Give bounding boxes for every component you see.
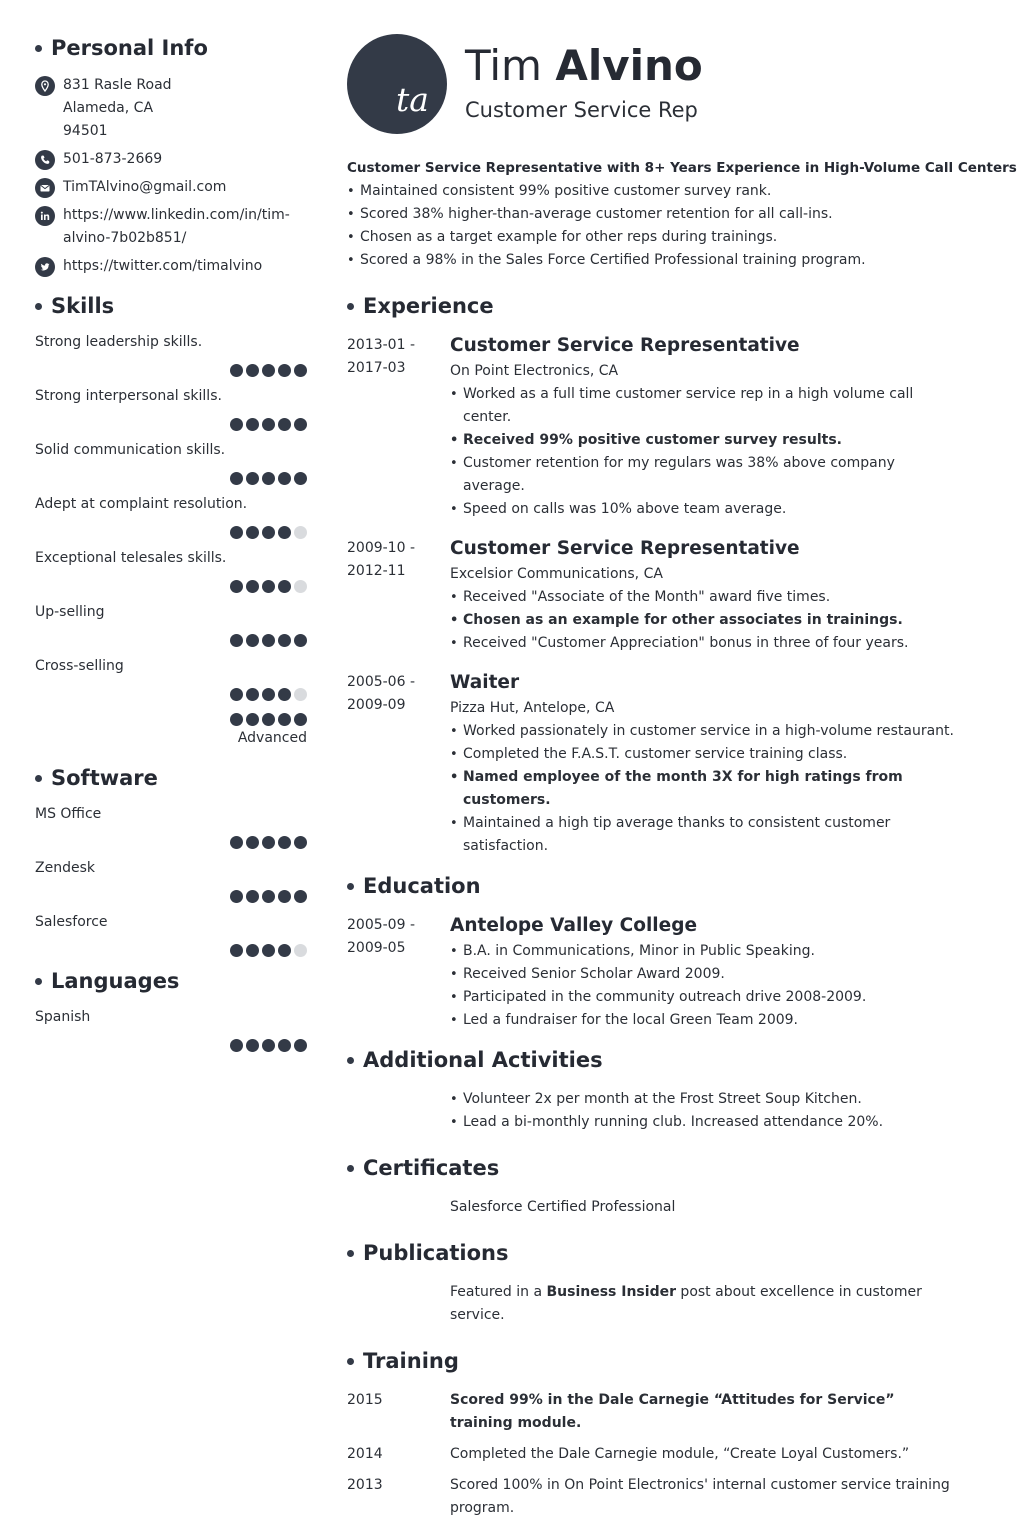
job-date-end: 2009-09: [347, 697, 406, 713]
right-column: [347, 34, 1017, 1528]
rating-dot: [246, 890, 259, 903]
job-date-start: 2005-06 -: [347, 674, 415, 690]
skill-item-rating: [35, 526, 307, 539]
bullet-item: • Lead a bi-monthly running club. Increased attendance 20%.: [450, 1111, 959, 1134]
bullet-item: • Scored a 98% in the Sales Force Certified Professional training program.: [347, 249, 959, 272]
phone-text[interactable]: 501-873-2669: [63, 151, 163, 167]
first-name: Tim: [465, 41, 542, 90]
bullet-item: • Received 99% positive customer survey results.: [450, 429, 959, 452]
rating-dot: [246, 713, 259, 726]
twitter-item: [35, 255, 307, 278]
rating-dot: [230, 890, 243, 903]
languages-heading: Languages: [35, 969, 307, 993]
publications-section: [347, 1241, 959, 1327]
job-date: [347, 537, 450, 655]
rating-dot: [278, 944, 291, 957]
skill-item: [35, 332, 307, 377]
software-list: [35, 804, 307, 957]
rating-dot: [278, 836, 291, 849]
bullet-item: • Worked passionately in customer service in a high-volume restaurant.: [450, 720, 959, 743]
rating-dot: [262, 713, 275, 726]
training-item: [347, 1474, 959, 1520]
education-body: [450, 914, 959, 1032]
bullet-item: • Chosen as a target example for other reps during trainings.: [347, 226, 959, 249]
skill-item-name: Exceptional telesales skills.: [35, 550, 227, 566]
summary-bullets: [347, 180, 959, 272]
bullet-item: • Received "Associate of the Month" award five times.: [450, 586, 959, 609]
legend-dots: [35, 713, 307, 726]
rating-dot: [246, 418, 259, 431]
rating-dot: [246, 688, 259, 701]
job-role: Customer Service Rep: [465, 98, 698, 122]
rating-dot: [294, 688, 307, 701]
experience-heading: Experience: [347, 294, 959, 318]
education-entry: [347, 914, 959, 1032]
education-section: [347, 874, 959, 1032]
address-text: 831 Rasle Road Alameda, CA 94501: [63, 77, 172, 139]
rating-dot: [246, 634, 259, 647]
rating-dot: [262, 472, 275, 485]
experience-section: [347, 294, 959, 858]
rating-dot: [294, 713, 307, 726]
bullet-item: • Named employee of the month 3X for high ratings from customers.: [450, 766, 959, 812]
bullet-item: • Maintained consistent 99% positive customer survey rank.: [347, 180, 959, 203]
rating-dot: [246, 944, 259, 957]
activities-bullets: [347, 1088, 959, 1134]
software-item-rating: [35, 836, 307, 849]
rating-dot: [294, 580, 307, 593]
software-heading: Software: [35, 766, 307, 790]
contact-list: [35, 74, 307, 278]
rating-dot: [294, 890, 307, 903]
skill-item-rating: [35, 364, 307, 377]
bullet-item: • Received Senior Scholar Award 2009.: [450, 963, 959, 986]
bullet-item: • Maintained a high tip average thanks to consistent customer satisfaction.: [450, 812, 959, 858]
skill-item-rating: [35, 472, 307, 485]
phone-icon: [35, 150, 55, 170]
rating-dot: [230, 1039, 243, 1052]
job-title: Customer Service Representative: [450, 335, 800, 356]
rating-dot: [262, 634, 275, 647]
avatar: [347, 34, 447, 134]
rating-dot: [262, 526, 275, 539]
location-icon: [35, 76, 55, 96]
rating-dot: [278, 580, 291, 593]
rating-dot: [294, 1039, 307, 1052]
phone-item: [35, 148, 307, 171]
job-entry: [347, 537, 959, 655]
publication-text: Featured in a Business Insider post about excellence in customer service.: [450, 1284, 922, 1323]
training-list: [347, 1389, 959, 1520]
linkedin-icon: [35, 206, 55, 226]
rating-dot: [230, 634, 243, 647]
rating-dot: [294, 634, 307, 647]
certificate-text: Salesforce Certified Professional: [450, 1199, 676, 1215]
skill-item-rating: [35, 688, 307, 701]
skill-item-name: Strong interpersonal skills.: [35, 388, 222, 404]
bullet-item: • Scored 38% higher-than-average customer retention for all call-ins.: [347, 203, 959, 226]
software-item: [35, 858, 307, 903]
software-item-rating: [35, 890, 307, 903]
job-title: Waiter: [450, 672, 520, 693]
rating-dot: [262, 836, 275, 849]
job-date-start: 2009-10 -: [347, 540, 415, 556]
rating-dot: [246, 1039, 259, 1052]
job-entry: [347, 671, 959, 858]
job-bullets: [450, 720, 959, 858]
job-body: [450, 334, 959, 521]
training-year: 2013: [347, 1477, 383, 1493]
job-body: [450, 537, 959, 655]
rating-dot: [230, 526, 243, 539]
rating-dot: [230, 944, 243, 957]
full-name: [465, 40, 703, 92]
training-text: Completed the Dale Carnegie module, “Create Loyal Customers.”: [450, 1446, 910, 1462]
rating-dot: [278, 713, 291, 726]
rating-dot: [294, 836, 307, 849]
rating-dot: [262, 890, 275, 903]
email-item: [35, 176, 307, 199]
job-date-start: 2013-01 -: [347, 337, 415, 353]
job-date-end: 2017-03: [347, 360, 406, 376]
rating-dot: [230, 688, 243, 701]
training-section: [347, 1349, 959, 1520]
job-company: Pizza Hut, Antelope, CA: [450, 700, 615, 716]
rating-dot: [246, 526, 259, 539]
software-item-rating: [35, 944, 307, 957]
rating-dot: [230, 364, 243, 377]
resume-header: [347, 34, 959, 144]
skills-heading: Skills: [35, 294, 307, 318]
training-heading: Training: [347, 1349, 959, 1373]
rating-dot: [262, 944, 275, 957]
skill-item: [35, 548, 307, 593]
job-entry: [347, 334, 959, 521]
school-name: Antelope Valley College: [450, 915, 697, 936]
bullet-item: • Led a fundraiser for the local Green Team 2009.: [450, 1009, 959, 1032]
linkedin-link[interactable]: https://www.linkedin.com/in/tim-alvino-7b02b851/: [63, 207, 290, 246]
bullet-item: • Received "Customer Appreciation" bonus in three of four years.: [450, 632, 959, 655]
job-bullets: [450, 383, 959, 521]
address-item: [35, 74, 307, 143]
rating-dot: [262, 418, 275, 431]
job-date: [347, 671, 450, 858]
software-item-name: Zendesk: [35, 860, 95, 876]
language-item: [35, 1007, 307, 1052]
rating-dot: [246, 580, 259, 593]
summary-title: Customer Service Representative with 8+ Years Experience in High-Volume Call Centers: [347, 160, 1017, 176]
rating-dot: [278, 364, 291, 377]
bullet-item: • Customer retention for my regulars was 38% above company average.: [450, 452, 959, 498]
rating-dot: [230, 472, 243, 485]
certificates-section: [347, 1156, 959, 1219]
skill-item-rating: [35, 634, 307, 647]
rating-dot: [278, 890, 291, 903]
bullet-item: • Volunteer 2x per month at the Frost Street Soup Kitchen.: [450, 1088, 959, 1111]
skill-item-rating: [35, 418, 307, 431]
software-item: [35, 912, 307, 957]
avatar-initials: ta: [396, 80, 429, 119]
twitter-link[interactable]: https://twitter.com/timalvino: [63, 258, 263, 274]
legend-label: Advanced: [237, 730, 307, 746]
rating-dot: [278, 634, 291, 647]
bullet-item: • Speed on calls was 10% above team average.: [450, 498, 959, 521]
activities-heading: Additional Activities: [347, 1048, 959, 1072]
rating-dot: [230, 713, 243, 726]
skills-list: [35, 332, 307, 701]
bullet-item: • Completed the F.A.S.T. customer service training class.: [450, 743, 959, 766]
certificates-heading: Certificates: [347, 1156, 959, 1180]
linkedin-item: [35, 204, 307, 250]
software-item: [35, 804, 307, 849]
language-item-name: Spanish: [35, 1009, 91, 1025]
job-bullets: [450, 586, 959, 655]
language-item-rating: [35, 1039, 307, 1052]
training-item: [347, 1443, 959, 1466]
rating-dot: [278, 418, 291, 431]
skill-item-name: Solid communication skills.: [35, 442, 226, 458]
rating-dot: [246, 836, 259, 849]
skill-item: [35, 386, 307, 431]
job-date-end: 2012-11: [347, 563, 406, 579]
skill-item-name: Strong leadership skills.: [35, 334, 203, 350]
rating-dot: [294, 472, 307, 485]
bullet-item: • Worked as a full time customer service rep in a high volume call center.: [450, 383, 959, 429]
job-company: Excelsior Communications, CA: [450, 566, 663, 582]
job-title: Customer Service Representative: [450, 538, 800, 559]
education-bullets: [450, 940, 959, 1032]
languages-list: [35, 1007, 307, 1052]
rating-dot: [262, 688, 275, 701]
bullet-item: • Chosen as an example for other associates in trainings.: [450, 609, 959, 632]
last-name: Alvino: [555, 41, 703, 90]
rating-dot: [294, 526, 307, 539]
rating-dot: [262, 364, 275, 377]
skill-item: [35, 494, 307, 539]
rating-dot: [230, 580, 243, 593]
job-body: [450, 671, 959, 858]
rating-dot: [246, 364, 259, 377]
training-text: Scored 99% in the Dale Carnegie “Attitudes for Service” training module.: [450, 1392, 895, 1431]
software-item-name: Salesforce: [35, 914, 108, 930]
education-heading: Education: [347, 874, 959, 898]
rating-dot: [278, 472, 291, 485]
jobs-list: [347, 334, 959, 858]
training-item: [347, 1389, 959, 1435]
rating-dot: [230, 418, 243, 431]
bullet-item: • Participated in the community outreach drive 2008-2009.: [450, 986, 959, 1009]
activities-section: [347, 1048, 959, 1134]
skill-item-name: Cross-selling: [35, 658, 124, 674]
email-icon: [35, 178, 55, 198]
job-company: On Point Electronics, CA: [450, 363, 619, 379]
bullet-item: • B.A. in Communications, Minor in Public Speaking.: [450, 940, 959, 963]
training-year: 2014: [347, 1446, 383, 1462]
publications-heading: Publications: [347, 1241, 959, 1265]
rating-dot: [294, 364, 307, 377]
name-block: [465, 34, 703, 122]
rating-dot: [278, 1039, 291, 1052]
twitter-icon: [35, 257, 55, 277]
skill-item: [35, 656, 307, 701]
training-year: 2015: [347, 1392, 383, 1408]
left-column: [35, 36, 307, 1061]
rating-dot: [262, 580, 275, 593]
training-text: Scored 100% in On Point Electronics' internal customer service training program.: [450, 1477, 950, 1516]
rating-dot: [230, 836, 243, 849]
skill-item: [35, 440, 307, 485]
rating-dot: [294, 418, 307, 431]
rating-dot: [246, 472, 259, 485]
skill-item-name: Adept at complaint resolution.: [35, 496, 248, 512]
rating-dot: [278, 526, 291, 539]
personal-info-heading: Personal Info: [35, 36, 307, 60]
rating-dot: [294, 944, 307, 957]
software-item-name: MS Office: [35, 806, 102, 822]
job-date: [347, 334, 450, 521]
email-link[interactable]: TimTAlvino@gmail.com: [63, 179, 227, 195]
rating-dot: [262, 1039, 275, 1052]
skill-level-legend: [35, 713, 307, 746]
rating-dot: [278, 688, 291, 701]
skill-item: [35, 602, 307, 647]
skill-item-rating: [35, 580, 307, 593]
skill-item-name: Up-selling: [35, 604, 105, 620]
education-date: 2005-09 - 2009-05: [347, 917, 415, 956]
